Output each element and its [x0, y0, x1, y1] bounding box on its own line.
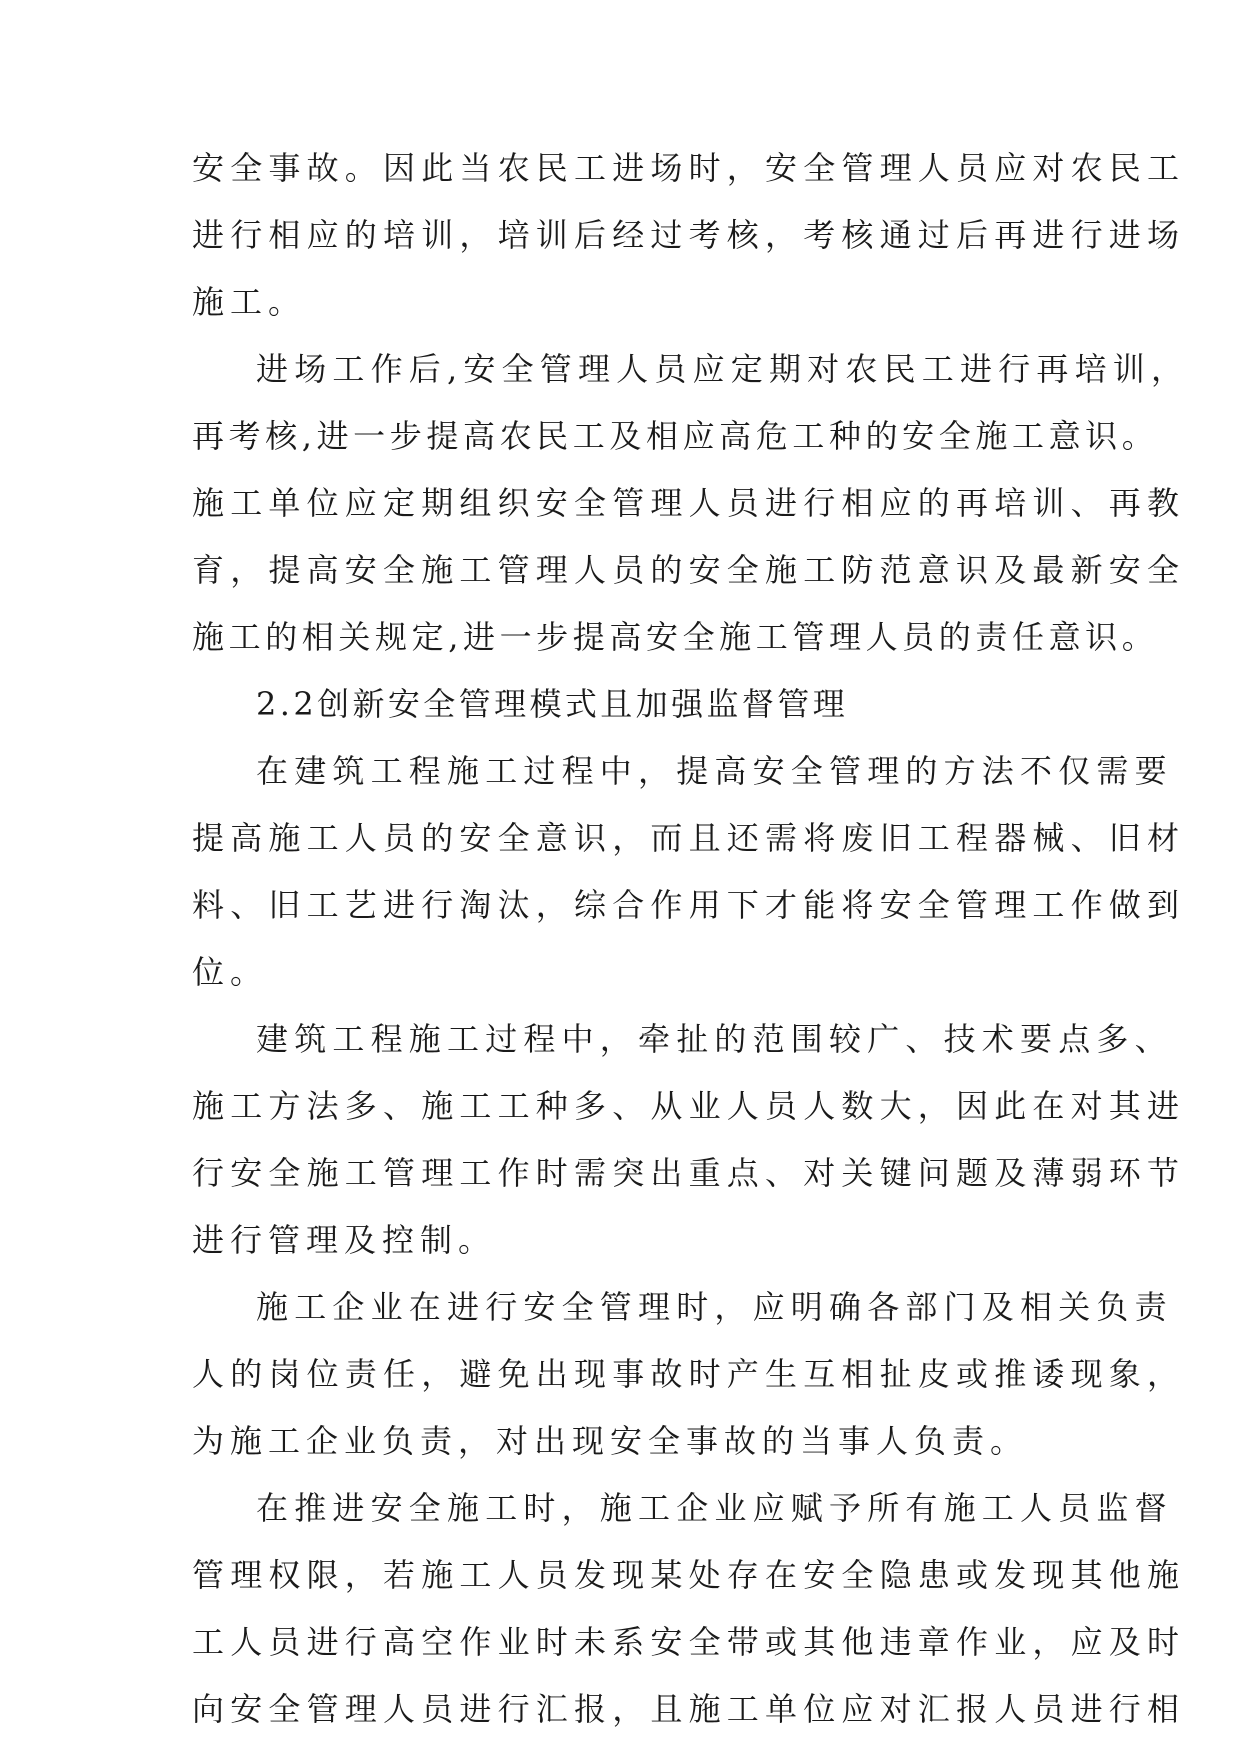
paragraph-first-line: 施工企业在进行安全管理时，应明确各部门及相关负责: [256, 1288, 1173, 1326]
text-line: 位。: [192, 953, 269, 991]
text-line: 施工。: [192, 283, 307, 321]
paragraph-first-line: 在推进安全施工时，施工企业应赋予所有施工人员监督: [256, 1489, 1173, 1527]
text-line: 进行管理及控制。: [192, 1221, 497, 1259]
text-line: 人的岗位责任，避免出现事故时产生互相扯皮或推诿现象，: [192, 1355, 1186, 1393]
text-line: 行安全施工管理工作时需突出重点、对关键问题及薄弱环节: [192, 1154, 1186, 1192]
text-line: 为施工企业负责，对出现安全事故的当事人负责。: [192, 1422, 1029, 1460]
paragraph-first-line: 进场工作后,安全管理人员应定期对农民工进行再培训，: [256, 350, 1190, 388]
text-line: 育，提高安全施工管理人员的安全施工防范意识及最新安全: [192, 551, 1186, 589]
text-line: 工人员进行高空作业时未系安全带或其他违章作业，应及时: [192, 1623, 1186, 1661]
text-line: 施工方法多、施工工种多、从业人员人数大，因此在对其进: [192, 1087, 1186, 1125]
text-line: 管理权限，若施工人员发现某处存在安全隐患或发现其他施: [192, 1556, 1186, 1594]
text-line: 进行相应的培训，培训后经过考核，考核通过后再进行进场: [192, 216, 1186, 254]
text-line: 安全事故。因此当农民工进场时，安全管理人员应对农民工: [192, 149, 1186, 187]
text-line: 料、旧工艺进行淘汰，综合作用下才能将安全管理工作做到: [192, 886, 1186, 924]
paragraph-first-line: 在建筑工程施工过程中，提高安全管理的方法不仅需要: [256, 752, 1173, 790]
text-line: 提高施工人员的安全意识，而且还需将废旧工程器械、旧材: [192, 819, 1186, 857]
text-line: 施工单位应定期组织安全管理人员进行相应的再培训、再教: [192, 484, 1186, 522]
text-line: 施工的相关规定,进一步提高安全施工管理人员的责任意识。: [192, 618, 1159, 656]
text-line: 向安全管理人员进行汇报，且施工单位应对汇报人员进行相: [192, 1690, 1186, 1728]
text-line: 再考核,进一步提高农民工及相应高危工种的安全施工意识。: [192, 417, 1159, 455]
paragraph-first-line: 建筑工程施工过程中，牵扯的范围较广、技术要点多、: [256, 1020, 1173, 1058]
section-heading: 2.2创新安全管理模式且加强监督管理: [256, 685, 849, 723]
